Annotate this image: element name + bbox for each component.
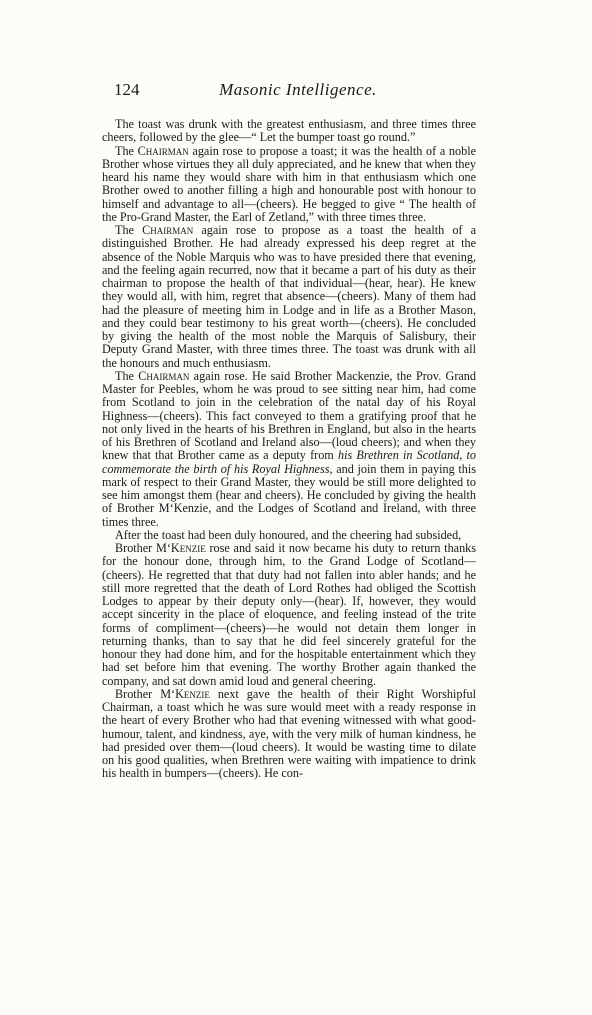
paragraph bbox=[102, 145, 476, 225]
text-run: The bbox=[115, 223, 143, 237]
body-text bbox=[102, 118, 476, 781]
text-run: The bbox=[115, 143, 138, 158]
paragraph bbox=[102, 370, 476, 529]
text-run: The bbox=[115, 368, 139, 383]
text-run: Brother bbox=[115, 541, 157, 555]
paragraph bbox=[102, 118, 476, 145]
page-header bbox=[114, 80, 482, 104]
paragraph bbox=[102, 688, 476, 781]
text-run: Brother bbox=[115, 686, 161, 701]
text-run: After the toast had been duly honoured, and the cheering had subsided, bbox=[115, 527, 462, 542]
text-run: rose and said it now became his duty to return thanks for the honour done, through him, to the Grand Lodge of Scotland—(cheers). He regretted that that duty had not fallen into abler hands; and he still more regretted that the death of Lord Rothes had obliged the Scottish Lodges to appear by their deputy only—(hear). If, however, they would accept sincerity in the place of eloquence, and feeling instead of the trite forms of compliment—(cheers)—he would not detain them longer in returning thanks, than to say that he did feel sincerely grateful for the honour they had done him, and for the hospitable entertainment which they had set before him that evening. The worthy Brother again thanked the company, and sat down amid loud and general cheering. bbox=[102, 541, 477, 688]
text-run: again rose to propose a toast; it was the health of a noble Brother whose virtues they all duly appreciated, and he knew that when they heard his name they would share with him in that enthusiasm which one Brother owed to another filling a high and honourable post with honour to himself and advantage to all—(cheers). He begged to give “ The health of the Pro-Grand Master, the Earl of Zetland,” with three times three. bbox=[102, 143, 477, 224]
speaker-name: Chairman bbox=[138, 368, 190, 383]
italic-text: his Brethren in Scotland, to commemorate the birth of his Royal Highness bbox=[102, 448, 477, 476]
speaker-name: M‘Kenzie bbox=[160, 686, 210, 701]
paragraph bbox=[102, 529, 476, 542]
paragraph bbox=[102, 542, 476, 688]
text-run: again rose. He said Brother Mackenzie, the Prov. Grand Master for Peebles, whom he was proud to see sitting near him, had come from Scotland to join in the celebration of the natal day of his Royal Highness—(cheers). This fact conveyed to them a gratifying proof that he not only lived in the hearts of his Brethren in England, but also in the hearts of his Brethren of Scotland and Ireland also—(loud cheers); and when they knew that that Brother came as a deputy from bbox=[102, 368, 476, 463]
running-title: Masonic Intelligence. bbox=[219, 80, 377, 99]
text-run: again rose to propose as a toast the health of a distinguished Brother. He had already expressed his deep regret at the absence of the Noble Marquis who was to have presided there that evening, and the feeling again recurred, now that it became a part of his duty as their chairman to propose the health of that individual—(hear, hear). He knew they would all, with him, regret that absence—(cheers). Many of them had had the pleasure of meeting him in Lodge and in life as a Brother Mason, and they could bear testimony to his great worth—(cheers). He concluded by giving the health of the most noble the Marquis of Salisbury, their Deputy Grand Master, with three times three. The toast was drunk with all the honours and much enthusiasm. bbox=[102, 223, 476, 370]
speaker-name: Chairman bbox=[137, 143, 189, 158]
text-run: next gave the health of their Right Worshipful Chairman, a toast which he was sure would meet with a ready response in the heart of every Brother who had that evening witnessed with what good-humour, talent, and kindness, aye, with the very milk of human kindness, he had presided over them—(loud cheers). It would be wasting time to dilate on his good qualities, when Brethren were waiting with impatience to drink his health in bumpers—(cheers). He con- bbox=[102, 686, 477, 781]
page-number: 124 bbox=[114, 80, 140, 99]
text-run: , and join them in paying this mark of respect to their Grand Master, they would be still more delighted to see him amongst them (hear and cheers). He concluded by giving the health of Brother M‘Kenzie, and the Lodges of Scotland and Ireland, with three times three. bbox=[102, 461, 476, 529]
text-run: The toast was drunk with the greatest enthusiasm, and three times three cheers, followed by the glee—“ Let the bumper toast go round.” bbox=[102, 117, 476, 145]
speaker-name: Chairman bbox=[142, 223, 194, 237]
speaker-name: M‘Kenzie bbox=[156, 541, 206, 555]
paragraph bbox=[102, 224, 476, 370]
